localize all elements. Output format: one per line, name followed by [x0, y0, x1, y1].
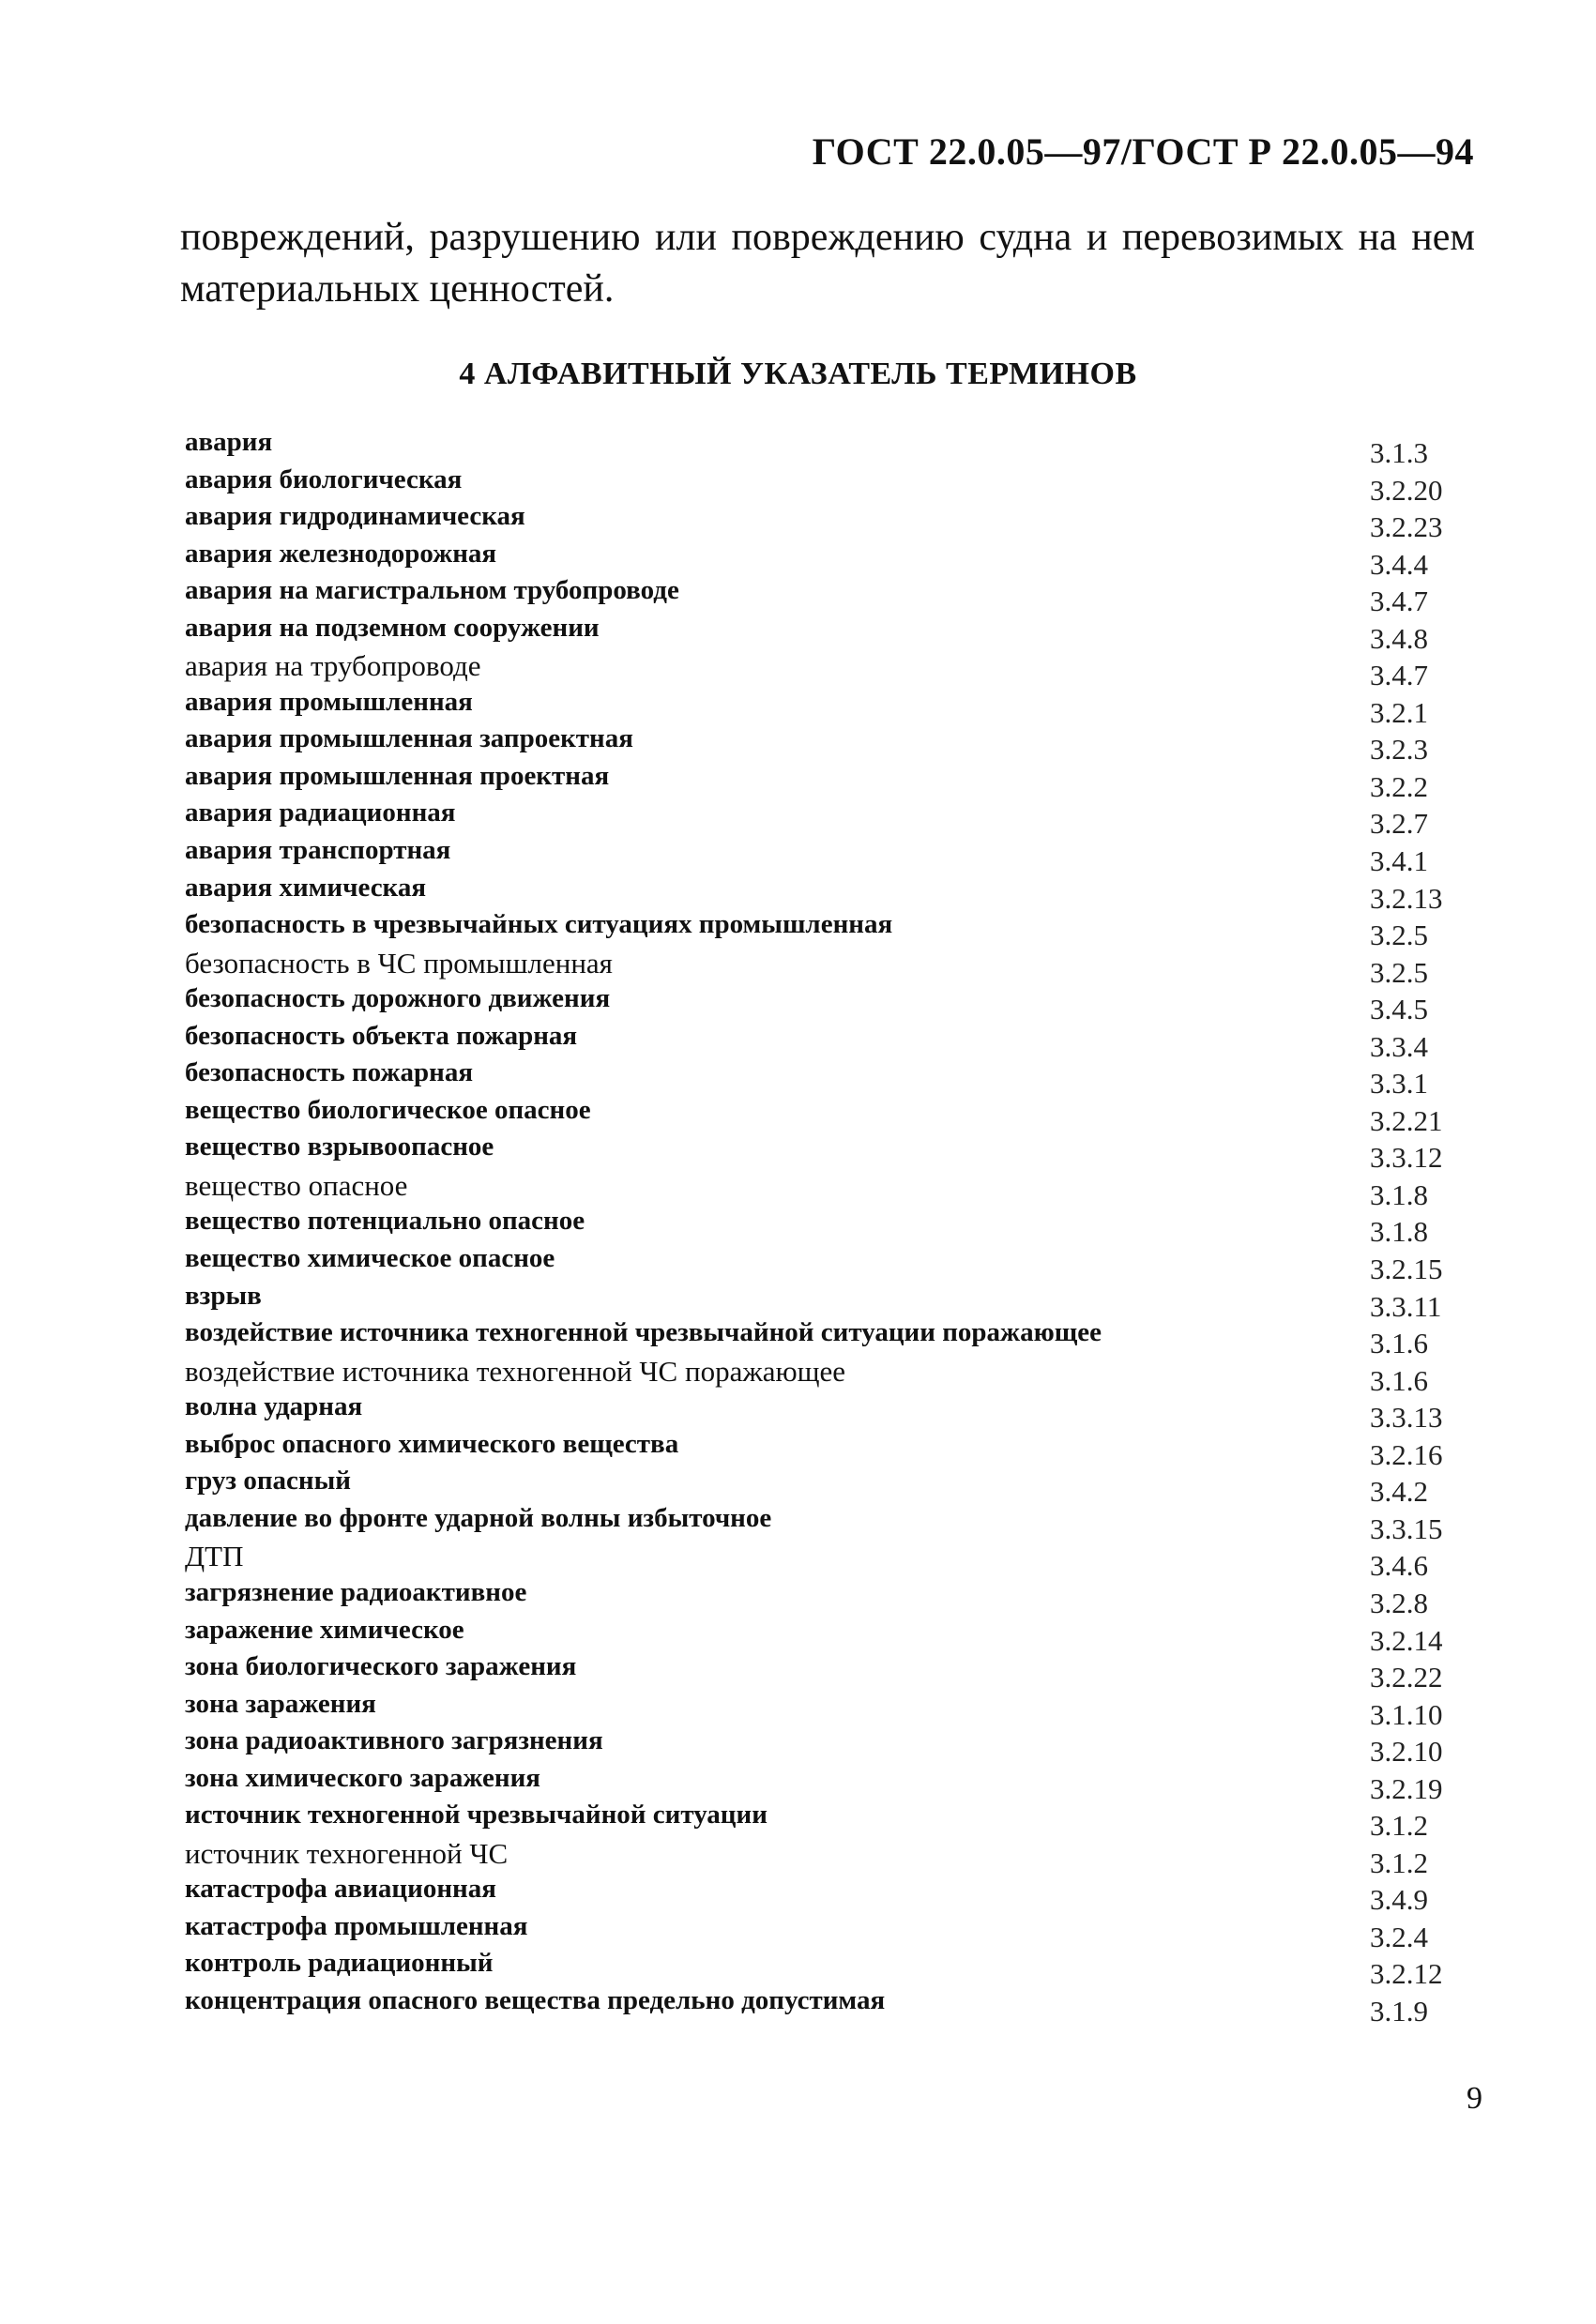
- index-entry: [185, 983, 1480, 1026]
- index-reference: 3.2.5: [1370, 955, 1428, 989]
- index-entry: [185, 1688, 1480, 1731]
- document-header: ГОСТ 22.0.05—97/ГОСТ Р 22.0.05—94: [812, 130, 1474, 173]
- index-reference: 3.1.6: [1370, 1327, 1428, 1360]
- index-term: авария: [185, 427, 273, 457]
- index-term: груз опасный: [185, 1466, 351, 1496]
- index-entry: [185, 1354, 1480, 1397]
- index-entry: [185, 501, 1480, 544]
- index-term: безопасность пожарная: [185, 1057, 474, 1088]
- index-reference: 3.2.13: [1370, 881, 1443, 915]
- index-term: заражение химическое: [185, 1614, 464, 1645]
- index-reference: 3.1.2: [1370, 1846, 1428, 1879]
- index-term: безопасность дорожного движения: [185, 983, 611, 1014]
- index-term: авария железнодорожная: [185, 538, 497, 569]
- index-reference: 3.1.3: [1370, 436, 1428, 469]
- index-term: контроль радиационный: [185, 1948, 494, 1979]
- index-entry: [185, 1762, 1480, 1805]
- index-reference: 3.4.2: [1370, 1475, 1428, 1509]
- index-term: безопасность в чрезвычайных ситуациях промышленная: [185, 909, 893, 940]
- index-term: авария промышленная: [185, 686, 473, 717]
- index-term: выброс опасного химического вещества: [185, 1428, 679, 1459]
- page-number: 9: [1467, 2081, 1482, 2116]
- index-term: зона химического заражения: [185, 1762, 540, 1793]
- index-reference: 3.4.9: [1370, 1883, 1428, 1917]
- index-term: авария на магистральном трубопроводе: [185, 575, 679, 606]
- index-entry: [185, 1466, 1480, 1509]
- index-term: источник техногенной ЧС: [185, 1836, 509, 1870]
- index-term: вещество взрывоопасное: [185, 1132, 494, 1162]
- intro-text: повреждений, разрушению или повреждению судна и перевозимых на нем материальных ценностей.: [180, 216, 1475, 311]
- index-term: вещество химическое опасное: [185, 1243, 555, 1274]
- index-entry: [185, 909, 1480, 952]
- index-term: воздействие источника техногенной ЧС поражающее: [185, 1354, 846, 1388]
- index-reference: 3.1.8: [1370, 1177, 1428, 1211]
- index-term: авария гидродинамическая: [185, 501, 525, 532]
- index-reference: 3.4.7: [1370, 659, 1428, 692]
- index-reference: 3.3.12: [1370, 1141, 1443, 1175]
- index-reference: 3.2.15: [1370, 1253, 1443, 1286]
- index-reference: 3.1.10: [1370, 1697, 1443, 1731]
- index-term: концентрация опасного вещества предельно допустимая: [185, 1984, 886, 2015]
- index-entry: [185, 612, 1480, 655]
- index-reference: 3.1.8: [1370, 1215, 1428, 1249]
- index-reference: 3.2.23: [1370, 510, 1443, 544]
- index-reference: 3.3.1: [1370, 1067, 1428, 1101]
- index-reference: 3.2.5: [1370, 919, 1428, 952]
- index-term: загрязнение радиоактивное: [185, 1576, 527, 1607]
- term-index: [185, 427, 1480, 2028]
- index-entry: [185, 649, 1480, 692]
- index-reference: 3.2.12: [1370, 1957, 1443, 1991]
- index-term: вещество биологическое опасное: [185, 1094, 591, 1125]
- index-entry: [185, 1725, 1480, 1769]
- index-entry: [185, 835, 1480, 878]
- index-entry: [185, 946, 1480, 989]
- index-reference: 3.2.4: [1370, 1920, 1428, 1953]
- index-reference: 3.1.2: [1370, 1809, 1428, 1843]
- index-reference: 3.2.7: [1370, 807, 1428, 841]
- index-entry: [185, 1576, 1480, 1619]
- index-reference: 3.1.9: [1370, 1994, 1428, 2028]
- index-term: зона биологического заражения: [185, 1651, 577, 1682]
- index-entry: [185, 1910, 1480, 1953]
- index-entry: [185, 538, 1480, 581]
- index-term: авария на трубопроводе: [185, 649, 481, 683]
- index-entry: [185, 1502, 1480, 1545]
- index-reference: 3.2.22: [1370, 1661, 1443, 1694]
- index-reference: 3.4.4: [1370, 547, 1428, 581]
- index-entry: [185, 1874, 1480, 1917]
- index-reference: 3.2.8: [1370, 1586, 1428, 1619]
- index-term: авария биологическая: [185, 463, 463, 494]
- index-entry: [185, 463, 1480, 507]
- index-reference: 3.4.6: [1370, 1549, 1428, 1583]
- index-reference: 3.3.11: [1370, 1289, 1442, 1323]
- index-entry: [185, 575, 1480, 618]
- index-reference: 3.1.6: [1370, 1363, 1428, 1397]
- index-entry: [185, 1243, 1480, 1286]
- index-term: катастрофа промышленная: [185, 1910, 528, 1941]
- index-reference: 3.4.8: [1370, 621, 1428, 655]
- index-entry: [185, 1317, 1480, 1360]
- index-entry: [185, 1094, 1480, 1137]
- index-entry: [185, 1132, 1480, 1175]
- index-term: волна ударная: [185, 1391, 363, 1422]
- index-entry: [185, 1800, 1480, 1843]
- index-entry: [185, 797, 1480, 841]
- index-term: воздействие источника техногенной чрезвычайной ситуации поражающее: [185, 1317, 1102, 1348]
- index-reference: 3.4.1: [1370, 844, 1428, 878]
- index-entry: [185, 427, 1480, 469]
- index-entry: [185, 1168, 1480, 1211]
- index-term: авария на подземном сооружении: [185, 612, 600, 643]
- index-term: зона заражения: [185, 1688, 376, 1719]
- index-entry: [185, 1836, 1480, 1879]
- index-entry: [185, 1391, 1480, 1435]
- index-entry: [185, 1280, 1480, 1323]
- index-entry: [185, 760, 1480, 803]
- index-entry: [185, 1057, 1480, 1101]
- index-term: вещество потенциально опасное: [185, 1206, 585, 1237]
- index-reference: 3.4.5: [1370, 993, 1428, 1026]
- index-term: вещество опасное: [185, 1168, 408, 1202]
- index-term: давление во фронте ударной волны избыточное: [185, 1502, 772, 1533]
- index-reference: 3.2.3: [1370, 733, 1428, 767]
- index-entry: [185, 723, 1480, 767]
- index-term: зона радиоактивного загрязнения: [185, 1725, 603, 1756]
- index-entry: [185, 872, 1480, 915]
- index-term: авария промышленная запроектная: [185, 723, 633, 754]
- index-reference: 3.3.4: [1370, 1029, 1428, 1063]
- index-reference: 3.2.20: [1370, 473, 1443, 507]
- index-term: безопасность объекта пожарная: [185, 1020, 578, 1051]
- index-entry: [185, 1428, 1480, 1471]
- index-reference: 3.3.13: [1370, 1401, 1443, 1435]
- index-term: взрыв: [185, 1280, 262, 1311]
- index-reference: 3.4.7: [1370, 585, 1428, 618]
- index-entry: [185, 1540, 1480, 1583]
- index-entry: [185, 1984, 1480, 2028]
- index-term: безопасность в ЧС промышленная: [185, 946, 613, 980]
- index-term: катастрофа авиационная: [185, 1874, 496, 1905]
- index-entry: [185, 1651, 1480, 1694]
- section-title: 4 АЛФАВИТНЫЙ УКАЗАТЕЛЬ ТЕРМИНОВ: [459, 357, 1137, 391]
- index-reference: 3.3.15: [1370, 1511, 1443, 1545]
- index-term: ДТП: [185, 1540, 244, 1573]
- index-term: авария радиационная: [185, 797, 456, 828]
- index-entry: [185, 1206, 1480, 1249]
- index-entry: [185, 1614, 1480, 1657]
- index-entry: [185, 1948, 1480, 1991]
- index-term: авария транспортная: [185, 835, 451, 866]
- index-reference: 3.2.19: [1370, 1771, 1443, 1805]
- index-reference: 3.2.10: [1370, 1735, 1443, 1769]
- index-term: авария промышленная проектная: [185, 760, 610, 791]
- index-reference: 3.2.1: [1370, 695, 1428, 729]
- index-reference: 3.2.21: [1370, 1103, 1443, 1137]
- intro-paragraph: [180, 212, 1475, 315]
- index-reference: 3.2.2: [1370, 769, 1428, 803]
- index-reference: 3.2.16: [1370, 1437, 1443, 1471]
- index-reference: 3.2.14: [1370, 1623, 1443, 1657]
- index-entry: [185, 686, 1480, 729]
- index-term: авария химическая: [185, 872, 427, 903]
- index-term: источник техногенной чрезвычайной ситуации: [185, 1800, 768, 1830]
- index-entry: [185, 1020, 1480, 1063]
